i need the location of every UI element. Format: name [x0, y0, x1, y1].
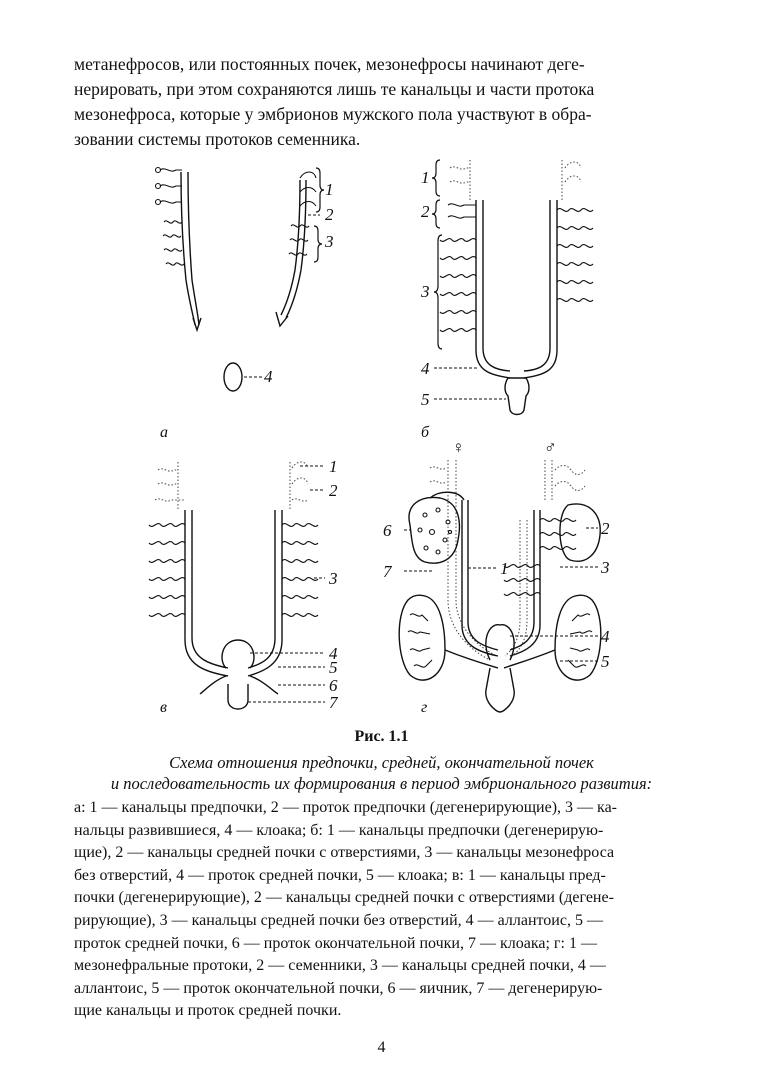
panel-g-label-4: 4 [601, 627, 610, 646]
panel-a-cloaca [224, 363, 242, 391]
panel-v-label-5: 5 [329, 658, 338, 677]
figure-legend [74, 797, 691, 1023]
panel-a-right-tubules [289, 172, 316, 255]
panel-v-label-4: 4 [329, 644, 338, 663]
panel-a-right-duct [281, 180, 300, 315]
panel-b-label-2: 2 [421, 202, 430, 221]
legend-line: щие), 2 — канальцы средней почки с отверстиями, 3 — канальцы мезонефроса [74, 844, 615, 862]
panel-b-label-4: 4 [421, 359, 430, 378]
intro-line: нерировать, при этом сохраняются лишь те канальцы и части протока [74, 79, 595, 99]
panel-g-label-2: 2 [601, 519, 610, 538]
panel-g [383, 438, 610, 716]
legend-line: мезонефральные протоки, 2 — семенники, 3 — канальцы средней почки, 4 — [74, 957, 606, 975]
panel-g-mesonephric-duct-right [510, 510, 540, 656]
panel-g-right-kidney [555, 595, 601, 680]
figure-1-1 [0, 150, 763, 725]
panel-a-label-3: 3 [325, 232, 334, 251]
panel-b [420, 160, 593, 441]
panel-b-left-tubules [440, 204, 476, 332]
panel-v [149, 457, 339, 716]
legend-line: почки (дегенерирующие), 2 — канальцы средней почки с отверстиями (дегене- [74, 889, 614, 907]
panel-b-pronephros [450, 160, 581, 200]
panel-g-label-7: 7 [383, 562, 392, 581]
legend-line: а: 1 — канальцы предпочки, 2 — проток предпочки (дегенерирующие), 3 — ка- [74, 799, 617, 816]
intro-line: метанефросов, или постоянных почек, мезонефросы начинают деге- [74, 54, 585, 74]
panel-b-right-duct [524, 200, 557, 378]
panel-b-label-3: 3 [421, 282, 430, 301]
panel-v-cloaca [228, 684, 248, 709]
panel-a [156, 168, 335, 442]
panel-b-left-duct [476, 200, 510, 378]
panel-v-label-2: 2 [329, 481, 338, 500]
panel-v-right-tubules [282, 524, 318, 617]
panel-g-cloaca [486, 668, 514, 712]
legend-line: без отверстий, 4 — проток средней почки, 5 — клоака; в: 1 — канальцы пред- [74, 866, 606, 884]
panel-v-left-tubules [149, 524, 185, 617]
panel-g-label-1: 1 [500, 559, 509, 578]
panel-v-label-7: 7 [329, 693, 338, 712]
panel-v-label-1: 1 [329, 457, 338, 476]
panel-g-letter: г [421, 699, 428, 716]
panel-b-label-1: 1 [421, 168, 430, 187]
panel-v-pronephros [155, 462, 308, 510]
panel-g-label-6: 6 [383, 521, 392, 540]
panel-a-label-2: 2 [325, 205, 334, 224]
figure-subtitle-line: Схема отношения предпочки, средней, окончательной почек [169, 753, 594, 772]
female-symbol: ♀ [452, 438, 465, 457]
panel-v-letter: в [160, 699, 167, 716]
panel-b-letter: б [421, 424, 430, 441]
figure-title: Рис. 1.1 [354, 728, 409, 745]
panel-v-allantois [222, 640, 254, 668]
legend-line: проток средней почки, 6 — проток окончательной почки, 7 — клоака; г: 1 — [74, 934, 597, 952]
panel-b-label-5: 5 [421, 390, 430, 409]
page-number: 4 [377, 1039, 386, 1056]
panel-a-label-1: 1 [325, 180, 334, 199]
legend-line: аллантоис, 5 — проток окончательной почки, 6 — яичник, 7 — дегенерирую- [74, 979, 603, 997]
legend-line: нальцы развившиеся, 4 — клоака; б: 1 — канальцы предпочки (дегенерирую- [74, 821, 604, 839]
panel-g-label-5: 5 [601, 652, 610, 671]
panel-a-label-4: 4 [264, 367, 273, 386]
figure-subtitle-line: и последовательность их формирования в период эмбрионального развития: [110, 774, 653, 793]
panel-g-left-kidney [399, 595, 445, 680]
figure-subtitle [0, 752, 763, 794]
intro-line: мезонефроса, которые у эмбрионов мужского пола участвуют в обра- [74, 104, 592, 124]
panel-v-label-3: 3 [329, 569, 338, 588]
intro-paragraph [74, 52, 691, 152]
male-symbol: ♂ [544, 438, 557, 457]
panel-b-cloaca [505, 378, 529, 415]
legend-line: рирующие), 3 — канальцы средней почки без отверстий, 4 — аллантоис, 5 — [74, 911, 603, 929]
legend-line: щие канальцы и проток средней почки. [74, 1002, 342, 1020]
panel-b-right-tubules [557, 209, 593, 302]
panel-v-label-6: 6 [329, 676, 338, 695]
panel-a-letter: а [160, 424, 168, 441]
panel-a-left-tubules [156, 168, 185, 266]
intro-line: зовании системы протоков семенника. [74, 129, 361, 149]
panel-g-label-3: 3 [601, 558, 610, 577]
